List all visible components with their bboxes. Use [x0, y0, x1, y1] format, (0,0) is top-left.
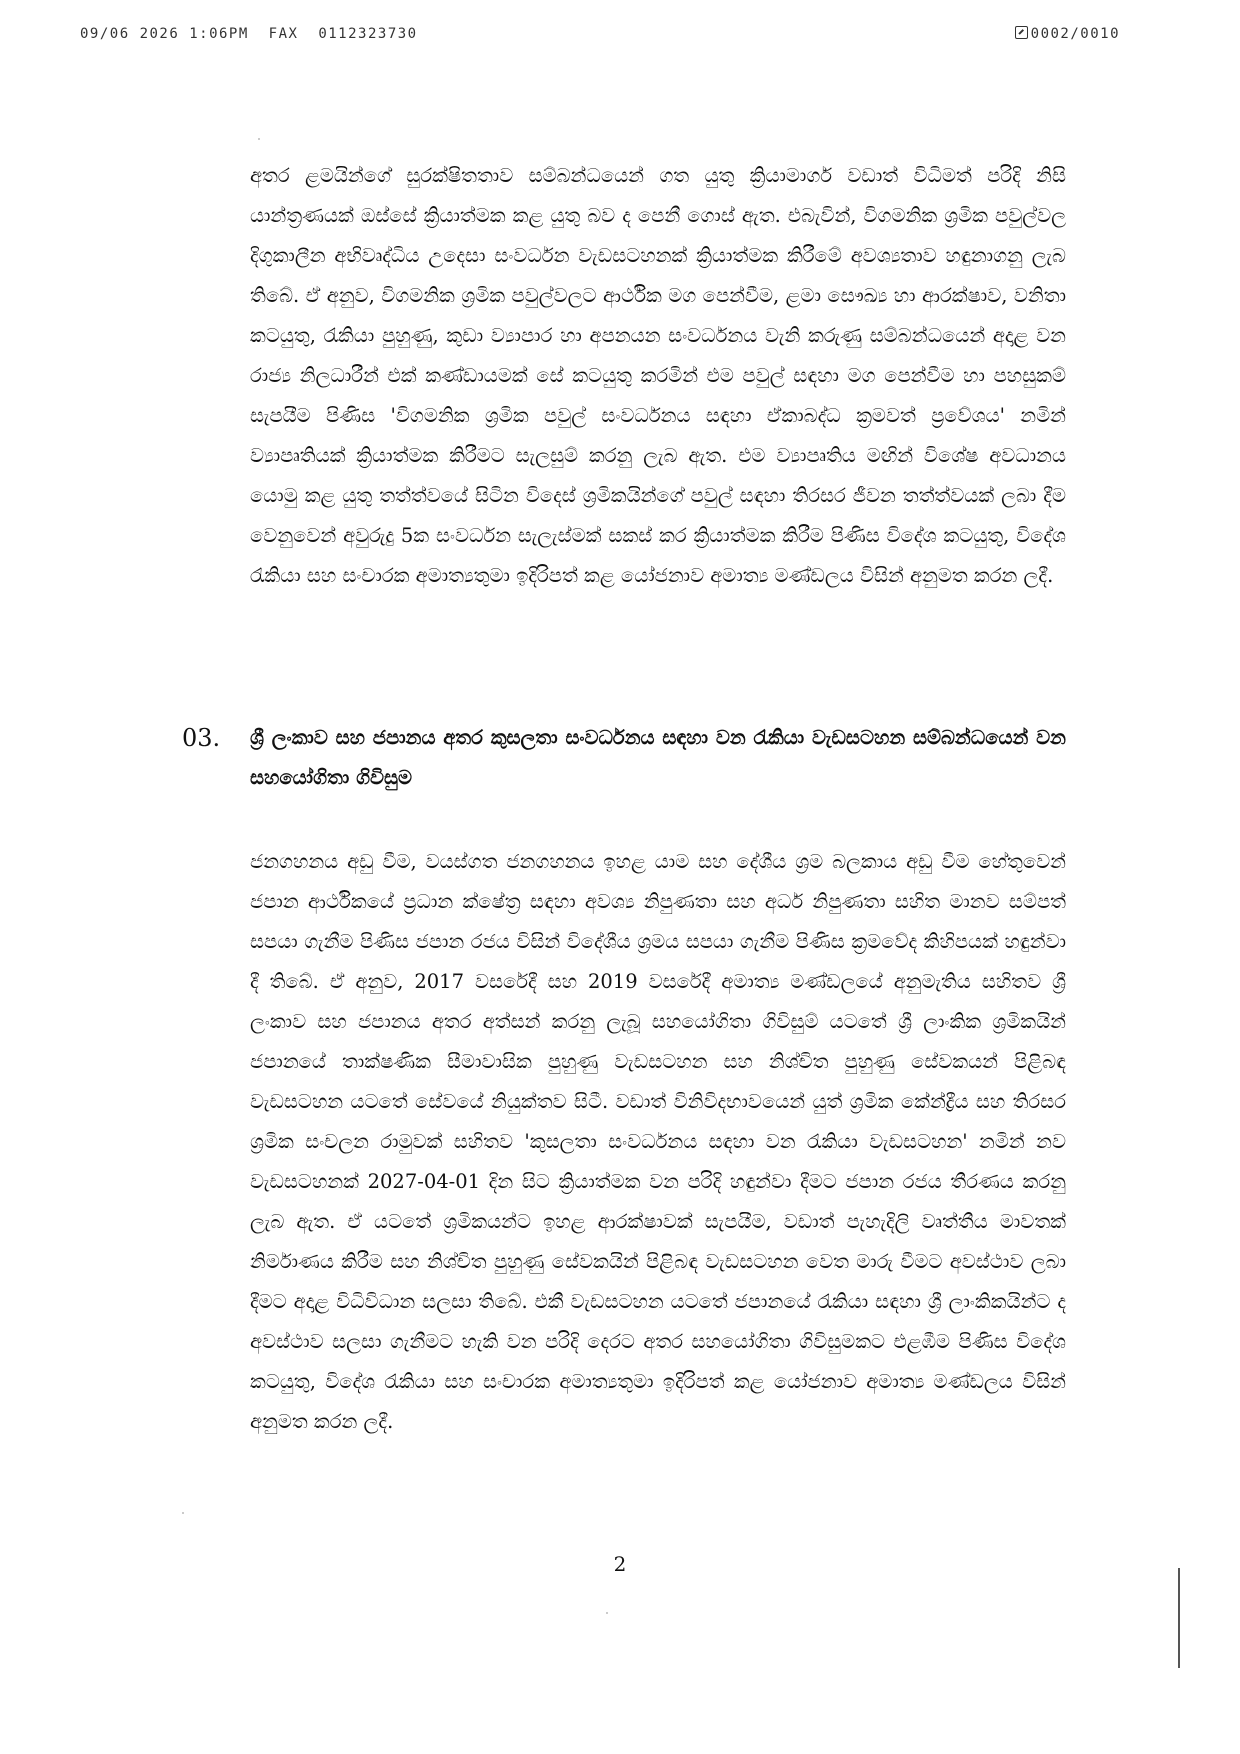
paragraph-1-container [250, 156, 1066, 596]
fax-page-counter-text: 0002/0010 [1030, 26, 1120, 42]
fax-header [80, 26, 1120, 46]
fax-datetime: 09/06 2026 1:06PM [80, 26, 249, 42]
page-number: 2 [613, 1552, 627, 1576]
paragraph-2-container [250, 842, 1066, 1442]
section-number: 03. [182, 724, 221, 752]
scan-speck [182, 1512, 184, 1514]
fax-label: FAX [268, 26, 299, 42]
scan-speck [258, 138, 260, 140]
paragraph-1: අතර ළමයින්ගේ සුරක්ෂිතතාව සම්බන්ධයෙන් ගත යුතු ක්‍රියාමාර්ග වඩාත් විධිමත් පරිදි නිසි යාන්ත්‍රණයක් ඔස්සේ ක්‍රියාත්මක කළ යුතු බව ද පෙනී ගොස් ඇත. එබැවින්, විගමනික ශ්‍රමික පවුල්වල දිගුකාලීන අභිවෘද්ධිය උදෙසා සංවර්ධන වැඩසටහනක් ක්‍රියාත්මක කිරීමේ අවශ්‍යතාව හඳුනාගනු ලැබ තිබේ. ඒ අනුව, විගමනික ශ්‍රමික පවුල්වලට ආර්ථික මග පෙන්වීම, ළමා සෞඛ්‍ය හා ආරක්ෂාව, වනිතා කටයුතු, රැකියා පුහුණු, කුඩා ව්‍යාපාර හා අපනයන සංවර්ධනය වැනි කරුණු සම්බන්ධයෙන් අදාළ වන රාජ්‍ය නිලධාරීන් එක් කණ්ඩායමක් සේ කටයුතු කරමින් එම පවුල් සඳහා මග පෙන්වීම හා පහසුකම් සැපයීම පිණිස 'විගමනික ශ්‍රමික පවුල් සංවර්ධනය සඳහා ඒකාබද්ධ ක්‍රමවත් ප්‍රවේශය' නමින් ව්‍යාපෘතියක් ක්‍රියාත්මක කිරීමට සැලසුම් කරනු ලැබ ඇත. එම ව්‍යාපෘතිය මඟින් විශේෂ අවධානය යොමු කළ යුතු තත්ත්වයේ සිටින විදෙස් ශ්‍රමිකයින්ගේ පවුල් සඳහා තිරසර ජීවන තත්ත්වයක් ලබා දීම වෙනුවෙන් අවුරුදු 5ක සංවර්ධන සැලැස්මක් සකස් කර ක්‍රියාත්මක කිරීම පිණිස විදේශ කටයුතු, විදේශ රැකියා සහ සංචාරක අමාත්‍යතුමා ඉදිරිපත් කළ යෝජනාව අමාත්‍ය මණ්ඩලය විසින් අනුමත කරන ලදී. [250, 164, 1066, 587]
section-title: ශ්‍රී ලංකාව සහ ජපානය අතර කුසලතා සංවර්ධනය සඳහා වන රැකියා වැඩසටහන සම්බන්ධයෙන් වන සහයෝගිතා ගිවිසුම [250, 726, 1066, 789]
fax-page-icon [1015, 26, 1028, 39]
paragraph-2: ජනගහනය අඩු වීම, වයස්ගත ජනගහනය ඉහළ යාම සහ දේශීය ශ්‍රම බලකාය අඩු වීම හේතුවෙන් ජපාන ආර්ථිකයේ ප්‍රධාන ක්ෂේත්‍ර සඳහා අවශ්‍ය නිපුණතා සහ අර්ධ නිපුණතා සහිත මානව සම්පත් සපයා ගැනීම පිණිස ජපාන රජය විසින් විදේශීය ශ්‍රමය සපයා ගැනීම පිණිස ක්‍රමවේද කිහිපයක් හඳුන්වා දී තිබේ. ඒ අනුව, 2017 වසරේදී සහ 2019 වසරේදී අමාත්‍ය මණ්ඩලයේ අනුමැතිය සහිතව ශ්‍රී ලංකාව සහ ජපානය අතර අත්සන් කරනු ලැබූ සහයෝගිතා ගිවිසුම් යටතේ ශ්‍රී ලාංකික ශ්‍රමිකයින් ජපානයේ තාක්ෂණික සීමාවාසික පුහුණු වැඩසටහන සහ නිශ්චිත පුහුණු සේවකයන් පිළිබඳ වැඩසටහන යටතේ සේවයේ නියුක්තව සිටී. වඩාත් විනිවිදභාවයෙන් යුත් ශ්‍රමික කේන්ද්‍රීය සහ තිරසර ශ්‍රමික සංචලන රාමුවක් සහිතව 'කුසලතා සංවර්ධනය සඳහා වන රැකියා වැඩසටහන' නමින් නව වැඩසටහනක් 2027-04-01 දින සිට ක්‍රියාත්මක වන පරිදි හඳුන්වා දීමට ජපාන රජය තීරණය කරනු ලැබ ඇත. ඒ යටතේ ශ්‍රමිකයන්ට ඉහළ ආරක්ෂාවක් සැපයීම, වඩාත් පැහැදිලි වෘත්තීය මාවතක් නිර්මාණය කිරීම සහ නිශ්චිත පුහුණු සේවකයින් පිළිබඳ වැඩසටහන වෙත මාරු වීමට අවස්ථාව ලබා දීමට අදාළ විධිවිධාන සලසා තිබේ. එකී වැඩසටහන යටතේ ජපානයේ රැකියා සඳහා ශ්‍රී ලාංකිකයින්ට ද අවස්ථාව සලසා ගැනීමට හැකි වන පරිදි දෙරට අතර සහයෝගිතා ගිවිසුමකට එළඹීම පිණිස විදේශ කටයුතු, විදේශ රැකියා සහ සංචාරක අමාත්‍යතුමා ඉදිරිපත් කළ යෝජනාව අමාත්‍ය මණ්ඩලය විසින් අනුමත කරන ලදී. [250, 850, 1066, 1433]
fax-page-counter [1015, 26, 1120, 42]
scan-artifact-line [1178, 1568, 1180, 1668]
scan-speck [606, 1612, 608, 1614]
fax-number: 0112323730 [318, 26, 418, 42]
fax-transmission-info [80, 26, 418, 42]
